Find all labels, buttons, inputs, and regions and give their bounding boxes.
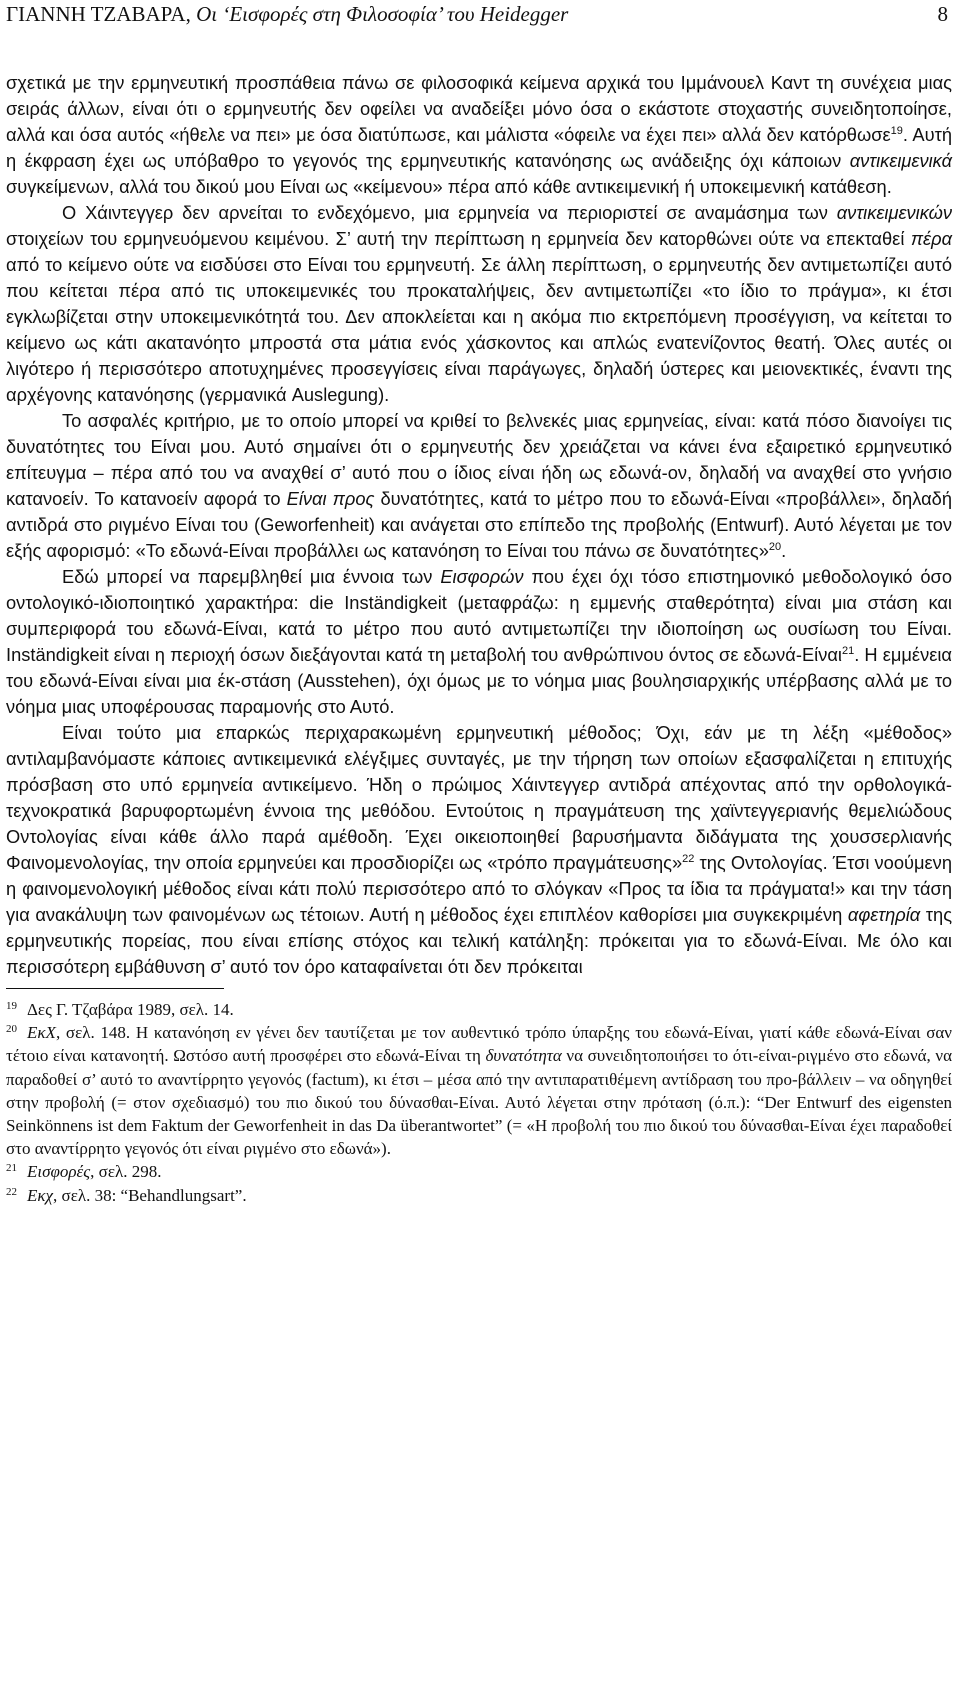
footnote-22 (6, 1184, 952, 1207)
p3-text-c: . (781, 540, 787, 561)
running-header (6, 0, 952, 32)
footnote-21 (6, 1160, 952, 1183)
footnote-number: 21 (6, 1162, 17, 1175)
footnote-ref-22[interactable]: 22 (682, 853, 695, 865)
paragraph-3 (6, 408, 952, 564)
p5-text-a: Είναι τούτο μια επαρκώς περιχαρακωμένη ερμηνευτική μέθοδος; Όχι, εάν με τη λέξη «μέθοδος» αντιλαμβανόμαστε κάποιες αντικειμενικά ελέγξιμες συνταγές, με την τήρηση των οποίων εξασφαλίζεται η επιτυχής πρόσβαση στο υπό ερμηνεία αντικείμενο. Ήδη ο πρώιμος Χάιντεγγερ αντιδρά απέχοντας από την ορθολογικά-τεχνοκρατικά βαρυφορτωμένη έννοια της μεθόδου. Εντούτοις η πραγμάτευση της χαϊντεγγεριανής θεμελιώδους Οντολογίας είναι κάθε άλλο παρά αμέθοδη. Έχει οικειοποιηθεί βαρυσήμαντα διδάγματα της χουσσερλιανής Φαινομενολογίας, την οποία ερμηνεύει και προσδιορίζει ως «τρόπο πραγμάτευσης» (6, 722, 952, 873)
p5-text-b: της Οντολογίας. Έτσι νοούμενη η φαινομενολογική μέθοδος είναι κάτι πολύ περισσότερο από το σλόγκαν «Προς τα ίδια τα πράγματα!» και την τάση για ανακάλυψη των φαινομένων ως τέτοιων. Αυτή η μέθοδος έχει επιπλέον καθορίσει μια συγκεκριμένη (6, 852, 952, 925)
footnotes (6, 988, 952, 1207)
page-number: 8 (937, 2, 948, 26)
paragraph-2 (6, 200, 952, 408)
p3-text-a: Το ασφαλές κριτήριο, με το οποίο μπορεί να κριθεί το βελνεκές μιας ερμηνείας, είναι: κατά πόσο διανοίγει τις δυνατότητες του Είναι μου. Αυτό σημαίνει ότι ο ερμηνευτής δεν χρειάζεται να κάνει ένα εξαιρετικό ερμηνευτικό επίτευγμα – πέρα από του να αναχθεί σ’ αυτό που ο ίδιος είναι ήδη ως εδωνά-ον, δηλαδή να αναχθεί στο γνήσιο κατανοείν. Το κατανοείν αφορά το (6, 410, 952, 509)
footnote-ref-21[interactable]: 21 (841, 645, 855, 657)
footnote-number: 20 (6, 1023, 17, 1036)
footnote-19 (6, 998, 952, 1021)
paragraph-1 (6, 70, 952, 200)
footnote-20 (6, 1021, 952, 1160)
p2-text-b: στοιχείων του ερμηνευόμενου κειμένου. Σ’ αυτή την περίπτωση η ερμηνεία δεν κατορθώνει ούτε να επεκταθεί (6, 228, 911, 249)
main-text (6, 70, 952, 980)
paragraph-4 (6, 564, 952, 720)
footnote-ref-19[interactable]: 19 (890, 125, 903, 137)
footnote-ref-20[interactable]: 20 (768, 541, 782, 553)
p5-text-c: της ερμηνευτικής πορείας, που είναι επίσης στόχος και τελική κατάληξη: πρόκειται για το εδωνά-Είναι. Με όλο και περισσότερη εμβάθυνση σ’ αυτό τον όρο καταφαίνεται ότι δεν πρόκειται (6, 904, 953, 977)
p1-italic: αντικειμενικά (849, 150, 952, 171)
p2-text-c: από το κείμενο ούτε να εισδύσει στο Είναι του ερμηνευτή. Σε άλλη περίπτωση, ο ερμηνευτής δεν αντιμετωπίζει αυτό που κείτεται πέρα από τις υποκειμενικές του προκαταλήψεις, δεν αντιμετωπίζει «το ίδιο το πράγμα», κι έτσι εγκλωβίζεται στην υποκειμενικότητά του. Δεν αποκλείεται και η ακόμα πιο εκτρεπόμενη προσέγγιση, να κείτεται το κείμενο ως κάτι ακατανόητο μπροστά στα μάτια ενός χάσκοντος και απλώς ενατενίζοντος θεατή. Όλες αυτές οι λιγότερο ή περισσότερο αποτυχημένες προσεγγίσεις είναι παράγωγες, δηλαδή ύστερες και μειονεκτικές, έναντι της αρχέγονης κατανόησης (γερμανικά Auslegung). (6, 254, 952, 405)
footnote-text: , σελ. 148. Η κατανόηση εν γένει δεν ταυτίζεται με τον αυθεντικό τρόπο ύπαρξης του εδωνά-Είναι, γιατί κάθε εδωνά-Είναι σαν τέτοιο είναι κατανοητή. Ωστόσο αυτή προσφέρει στο εδωνά-Είναι τη (6, 1023, 952, 1066)
header-title (6, 2, 568, 27)
footnote-italic: δυνατότητα (485, 1046, 562, 1066)
p4-text-a: Εδώ μπορεί να παρεμβληθεί μια έννοια των (62, 566, 441, 587)
footnote-text: να συνειδητοποιήσει το ότι-είναι-ριγμένο στο εδωνά, να παραδοθεί σ’ αυτό το αναντίρρητο γεγονός (factum), κι έτσι – μέσα από την αντιπαρατιθέμενη αντίδραση του προ-βάλλειν – να οδηγηθεί στην προβολή (= στον σχεδιασμό) του πιο δικού του δύνασθαι-Είναι. Αυτό λέγεται στην πρόταση (ό.π.): “Der Entwurf des eigensten Seinkönnens ist dem Faktum der Geworfenheit in das Da überantwortet” (= «Η προβολή του πιο δικού του δύνασθαι-Είναι έχει παραδοθεί στο αναντίρρητο γεγονός ότι είναι ριγμένο στο εδωνά»). (6, 1046, 953, 1159)
p1-text-a: σχετικά με την ερμηνευτική προσπάθεια πάνω σε φιλοσοφικά κείμενα αρχικά του Ιμμάνουελ Καντ τη συνέχεια μιας σειράς άλλων, είναι ότι ο ερμηνευτής δεν οφείλει να αναδείξει μόνο όσα ο εκάστοτε στοχαστής συνειδητοποίησε, αλλά και όσα αυτός «ήθελε να πει» με όσα διατύπωσε, και μάλιστα «όφειλε να έχει πει» αλλά δεν κατόρθωσε (6, 72, 952, 145)
p2-text-a: Ο Χάιντεγγερ δεν αρνείται το ενδεχόμενο, μια ερμηνεία να περιοριστεί σε αναμάσημα των (62, 202, 837, 223)
p1-text-b: . Αυτή η έκφραση έχει ως υπόβαθρο το γεγονός της ερμηνευτικής κατανόησης ως ανάδειξης όχι κάποιων (6, 124, 952, 171)
p4-text-b: που έχει όχι τόσο επιστημονικό μεθοδολογικό όσο οντολογικό-ιδιοποιητικό χαρακτήρα: die Inständigkeit (μεταφράζω: η εμμενής σταθερότητα) είναι μια στάση και συμπεριφορά του εδωνά-Είναι, κατά το μέτρο που αυτό αντιμετωπίζει την ιδιοποίηση ως ουσίωση του Είναι. Inständigkeit είναι η περιοχή όσων διεξάγονται κατά τη μεταβολή του ανθρώπινου όντος σε εδωνά-Είναι (6, 566, 952, 665)
footnote-number: 19 (6, 1000, 17, 1012)
footnote-text: , σελ. 38: “Behandlungsart”. (53, 1185, 247, 1205)
p2-italic-2: πέρα (910, 228, 952, 249)
footnote-text: , σελ. 298. (90, 1162, 162, 1182)
p3-text-b: δυνατότητες, κατά το μέτρο που το εδωνά-Είναι «προβάλλει», δηλαδή αντιδρά στο ριγμένο Είναι του (Geworfenheit) και ανάγεται στο επίπεδο της προβολής (Entwurf). Αυτό λέγεται με τον εξής αφορισμό: «Το εδωνά-Είναι προβάλλει ως κατανόηση το Είναι του πάνω σε δυνατότητες» (6, 488, 952, 561)
footnote-italic: Εισφορές (27, 1162, 91, 1182)
p2-italic-1: αντικειμενικών (836, 202, 952, 223)
header-author: ΓΙΑΝΝΗ ΤΖΑΒΑΡΑ, (6, 2, 197, 26)
footnote-text: Δες Γ. Τζαβάρα 1989, σελ. 14. (27, 1000, 234, 1019)
header-work-title: Οι ‘Εισφορές στη Φιλοσοφία’ του Heidegger (196, 2, 569, 26)
p4-text-c: . Η εμμένεια του εδωνά-Είναι είναι μια έκ-στάση (Ausstehen), όχι όμως με το νόημα μιας βουλησιαρχικής υπέρβασης αλλά με το νόημα μιας υποφέρουσας παραμονής στο Αυτό. (6, 644, 952, 717)
footnote-italic: Εκχ (27, 1185, 54, 1205)
footnote-italic: ΕκΧ (27, 1023, 56, 1043)
footnote-number: 22 (6, 1185, 17, 1198)
p1-text-c: συγκείμενων, αλλά του δικού μου Είναι ως «κείμενου» πέρα από κάθε αντικειμενική ή υποκειμενική κατάθεση. (6, 176, 892, 197)
footnote-divider (6, 988, 224, 989)
p4-italic: Εισφορών (440, 566, 524, 587)
p3-italic: Είναι προς (286, 488, 375, 509)
paragraph-5 (6, 720, 952, 980)
p5-italic: αφετηρία (847, 904, 921, 925)
